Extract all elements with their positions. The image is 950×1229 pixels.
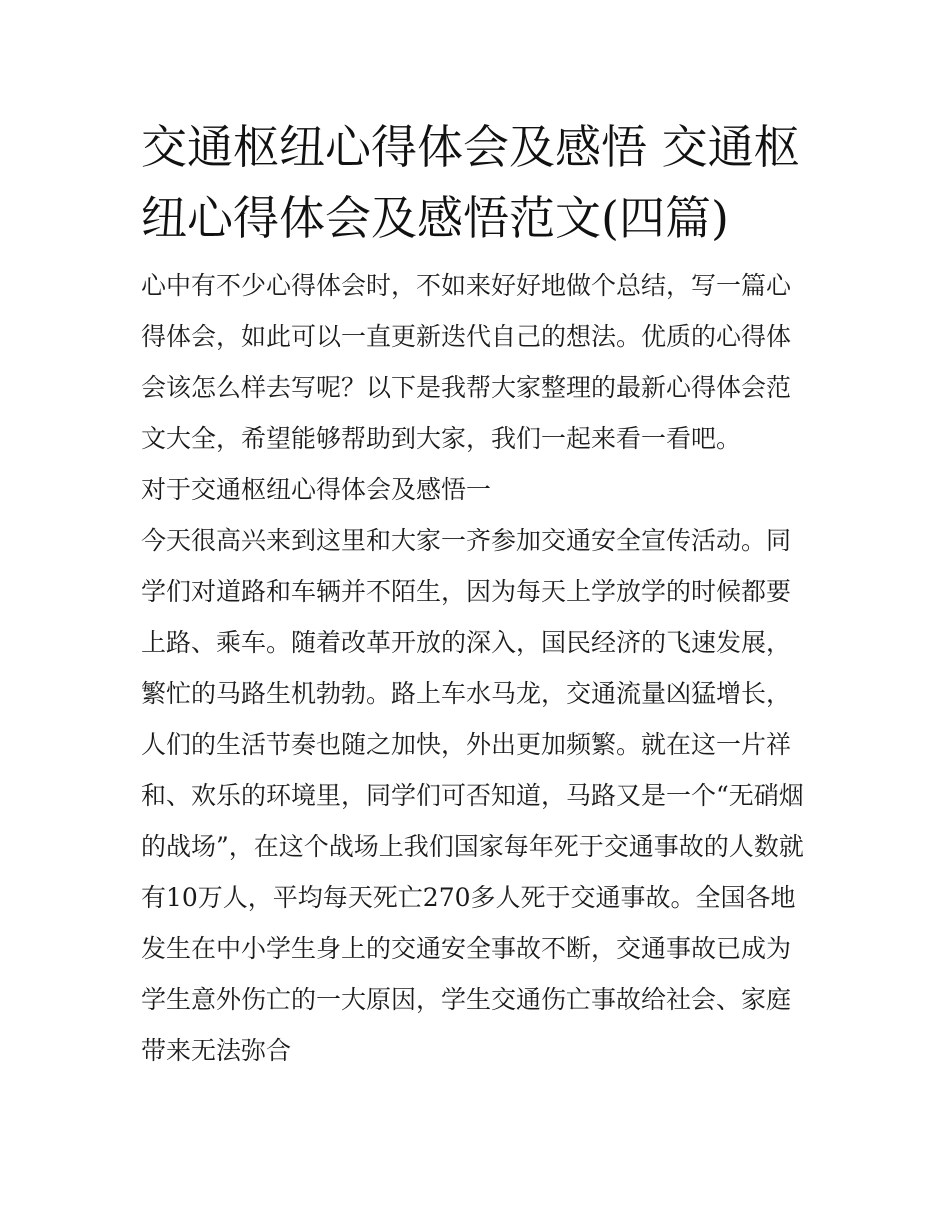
section-paragraph: 今天很高兴来到这里和大家一齐参加交通安全宣传活动。同学们对道路和车辆并不陌生，因为每天上学放学的时候都要上路、乘车。随着改革开放的深入，国民经济的飞速发展，繁忙的马路生机勃勃。路上车水马龙，交通流量凶猛增长，人们的生活节奏也随之加快，外出更加频繁。就在这一片祥和、欢乐的环境里，同学们可否知道，马路又是一个“无硝烟的战场”，在这个战场上我们国家每年死于交通事故的人数就有10万人，平均每天死亡270多人死于交通事故。全国各地发生在中小学生身上的交通安全事故不断，交通事故已成为学生意外伤亡的一大原因，学生交通伤亡事故给社会、家庭带来无法弥合 (141, 526, 804, 1065)
section-heading: 对于交通枢纽心得体会及感悟一 (141, 475, 492, 504)
intro-paragraph: 心中有不少心得体会时，不如来好好地做个总结，写一篇心得体会，如此可以一直更新迭代自己的想法。优质的心得体会该怎么样去写呢？以下是我帮大家整理的最新心得体会范文大全，希望能够帮助到大家，我们一起来看一看吧。 (141, 271, 792, 453)
document-title: 交通枢纽心得体会及感悟 交通枢纽心得体会及感悟范文(四篇) (141, 120, 800, 245)
document-page (141, 112, 813, 1076)
